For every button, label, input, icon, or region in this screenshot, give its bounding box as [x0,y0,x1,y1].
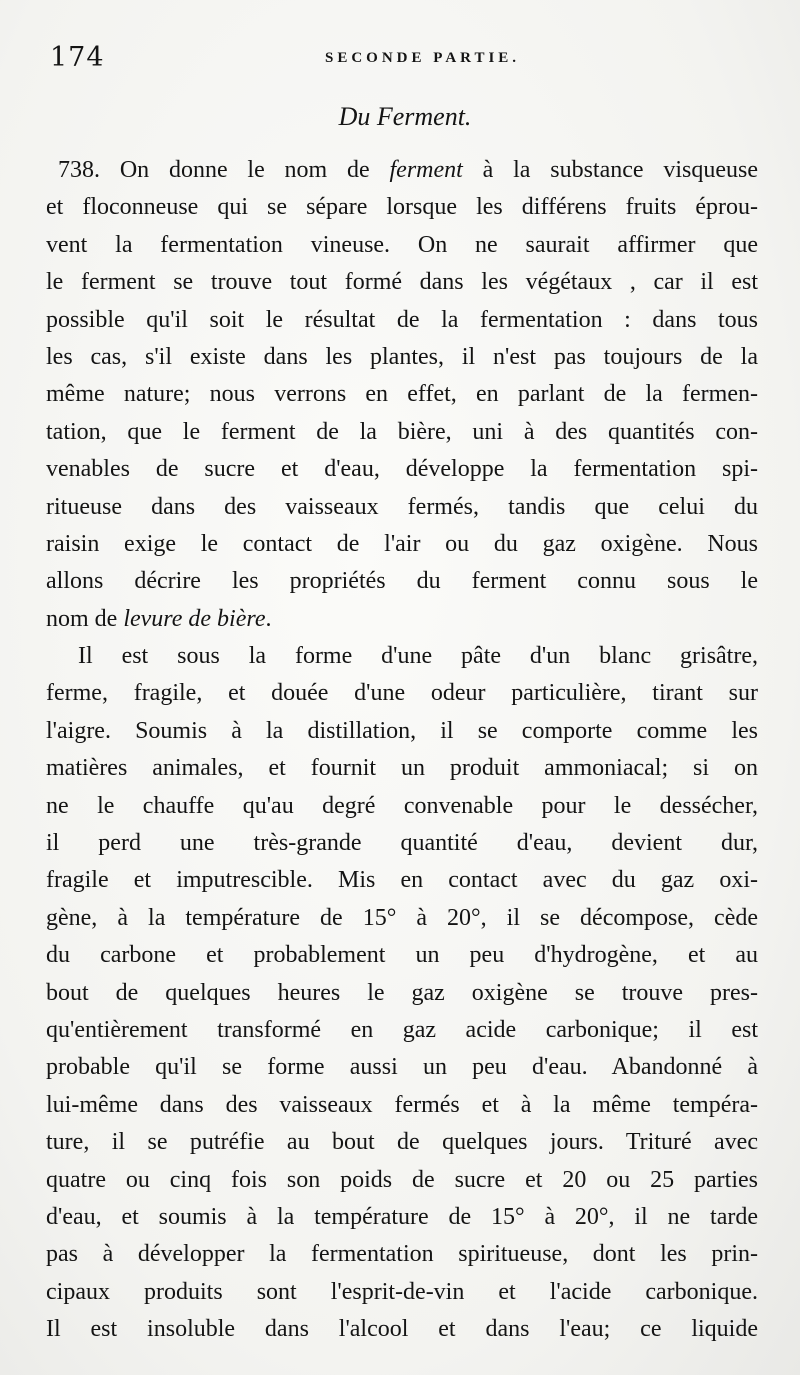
text-line: pas à développer la fermentation spiritueuse, dont les prin- [46,1241,758,1268]
text-line: nom de levure de bière. [46,605,272,632]
text-line: qu'entièrement transformé en gaz acide carbonique; il est [46,1016,758,1043]
text-line: probable qu'il se forme aussi un peu d'eau. Abandonné à [46,1054,758,1081]
body-text [46,152,758,1349]
italic-term: ferment [389,157,463,183]
text-line: ture, il se putréfie au bout de quelques jours. Trituré avec [46,1129,758,1156]
text-line: le ferment se trouve tout formé dans les végétaux , car il est [46,269,758,296]
text-line: du carbone et probablement un peu d'hydrogène, et au [46,942,758,969]
text-line: matières animales, et fournit un produit ammoniacal; si on [46,755,758,782]
text-line: allons décrire les propriétés du ferment connu sous le [46,568,758,595]
text-line: gène, à la température de 15° à 20°, il se décompose, cède [46,904,758,931]
text-line: cipaux produits sont l'esprit-de-vin et l'acide carbonique. [46,1278,758,1305]
page-header [50,40,760,80]
text-line: ferme, fragile, et douée d'une odeur particulière, tirant sur [46,680,758,707]
text-line: tation, que le ferment de la bière, uni à des quantités con- [46,418,758,445]
text-line: même nature; nous verrons en effet, en parlant de la fermen- [46,381,758,408]
text-line: lui-même dans des vaisseaux fermés et à la même tempéra- [46,1091,758,1118]
text-line: Il est sous la forme d'une pâte d'un blanc grisâtre, [78,643,758,670]
text-line: possible qu'il soit le résultat de la fermentation : dans tous [46,306,758,333]
text-line: il perd une très-grande quantité d'eau, devient dur, [46,830,758,857]
text-line: d'eau, et soumis à la température de 15° à 20°, il ne tarde [46,1203,758,1230]
text-line: vent la fermentation vineuse. On ne saurait affirmer que [46,231,758,258]
text-line: Il est insoluble dans l'alcool et dans l'eau; ce liquide [46,1316,758,1343]
text-line: quatre ou cinq fois son poids de sucre et 20 ou 25 parties [46,1166,758,1193]
running-head: SECONDE PARTIE. [325,50,521,66]
section-title: Du Ferment. [338,102,472,131]
text-line: l'aigre. Soumis à la distillation, il se comporte comme les [46,717,758,744]
text-line: les cas, s'il existe dans les plantes, il n'est pas toujours de la [46,343,758,370]
text-line: ritueuse dans des vaisseaux fermés, tandis que celui du [46,493,758,520]
italic-term: levure de bière [123,605,266,632]
text-line: et floconneuse qui se sépare lorsque les différens fruits éprou- [46,194,758,221]
text-line: ne le chauffe qu'au degré convenable pour le dessécher, [46,792,758,819]
text-line: raisin exige le contact de l'air ou du gaz oxigène. Nous [46,530,758,557]
text-line: venables de sucre et d'eau, développe la fermentation spi- [46,456,758,483]
text-line: 738. On donne le nom de ferment à la substance visqueuse [58,157,758,183]
page-number: 174 [50,42,105,73]
text-line: bout de quelques heures le gaz oxigène se trouve pres- [46,979,758,1006]
text-line: fragile et imputrescible. Mis en contact avec du gaz oxi- [46,867,758,894]
